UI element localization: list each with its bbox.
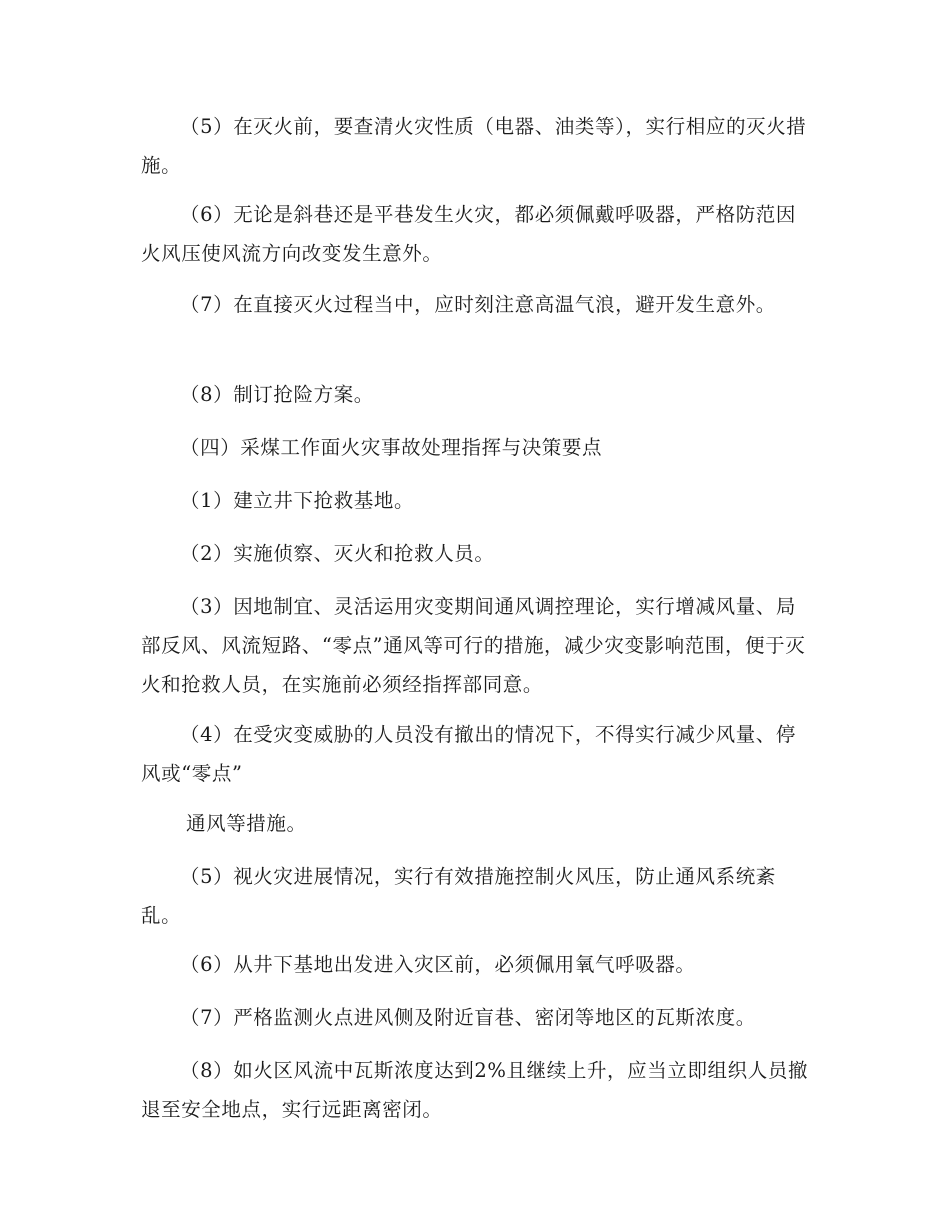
paragraph-rescue-plan: （8）制订抢险方案。 xyxy=(180,383,374,406)
paragraph-hot-air-wave: （7）在直接灭火过程当中，应时刻注意高温气浪，避开发生意外。 xyxy=(180,293,776,316)
section-heading-coal-face-fire: （四）采煤工作面火灾事故处理指挥与决策要点 xyxy=(180,436,603,459)
paragraph-fire-wind-pressure: （5）视火灾进展情况，实行有效措施控制火风压，防止通风系统紊乱。 xyxy=(141,865,776,927)
paragraph-gas-monitoring: （7）严格监测火点进风侧及附近盲巷、密闭等地区的瓦斯浓度。 xyxy=(180,1006,756,1029)
paragraph-breathing-apparatus: （6）无论是斜巷还是平巷发生火灾，都必须佩戴呼吸器，严格防范因火风压使风流方向改变发生意外。 xyxy=(141,203,797,265)
paragraph-oxygen-apparatus: （6）从井下基地出发进入灾区前，必须佩用氧气呼吸器。 xyxy=(180,953,696,976)
paragraph-gas-concentration: （8）如火区风流中瓦斯浓度达到2%且继续上升，应当立即组织人员撤退至安全地点，实行远距离密闭。 xyxy=(141,1059,809,1121)
paragraph-continuation: 通风等措施。 xyxy=(186,812,307,835)
paragraph-rescue-base: （1）建立井下抢救基地。 xyxy=(180,489,415,512)
paragraph-reconnaissance: （2）实施侦察、灭火和抢救人员。 xyxy=(180,542,495,565)
paragraph-no-air-reduction: （4）在受灾变威胁的人员没有撤出的情况下，不得实行减少风量、停风或“零点” xyxy=(141,723,797,785)
paragraph-fire-nature-check: （5）在灭火前，要查清火灾性质（电器、油类等），实行相应的灭火措施。 xyxy=(141,115,807,177)
paragraph-ventilation-control: （3）因地制宜、灵活运用灾变期间通风调控理论，实行增减风量、局部反风、风流短路、“零点”通风等可行的措施，减少灾变影响范围，便于灭火和抢救人员，在实施前必须经指挥部同意。 xyxy=(141,595,806,696)
